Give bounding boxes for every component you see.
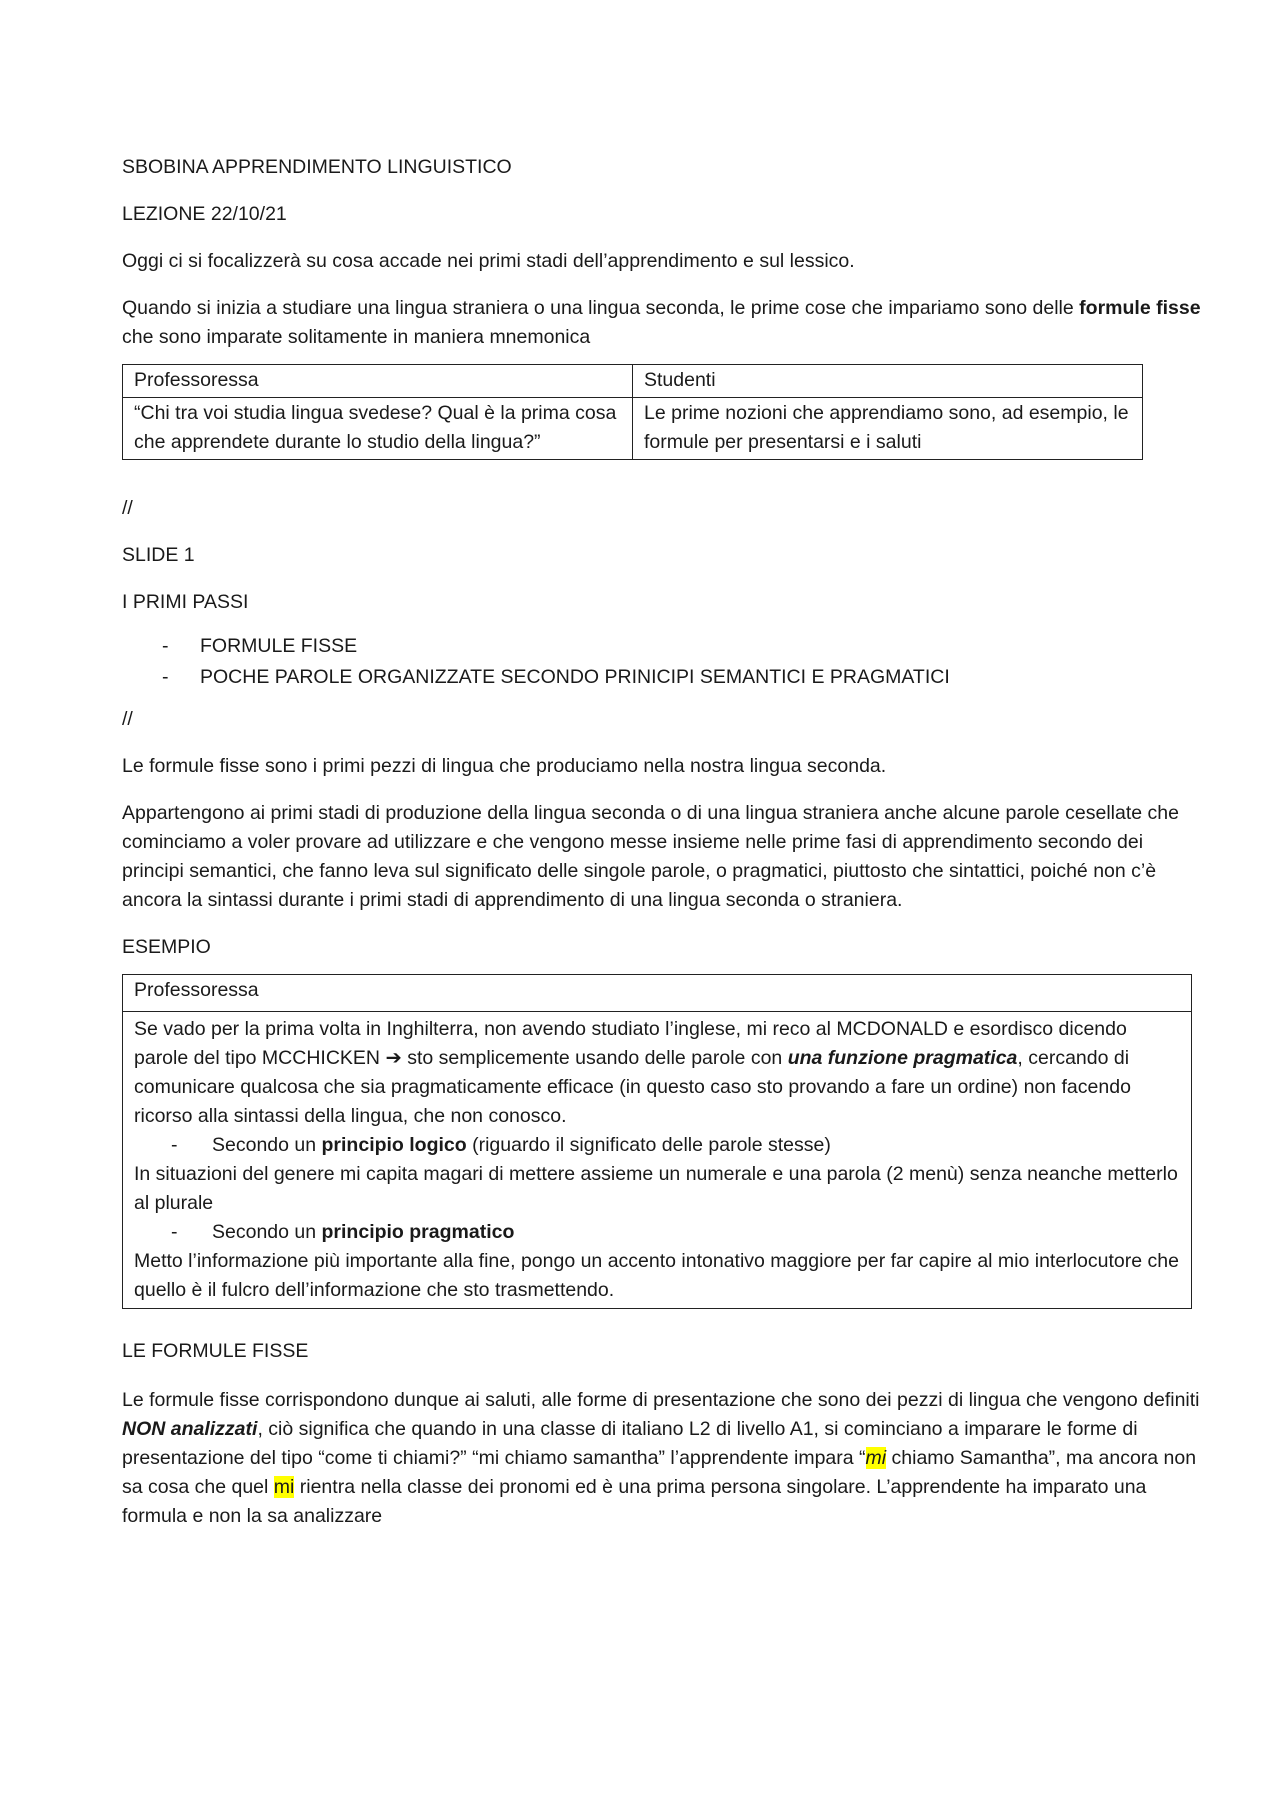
text-run: Quando si inizia a studiare una lingua straniera o una lingua seconda, le prime cose che impariamo sono delle: [122, 297, 1080, 319]
paragraph: Appartengono ai primi stadi di produzione della lingua seconda o di una lingua straniera anche alcune parole cesellate che cominciamo a voler provare ad utilizzare e che vengono messe insieme nelle prime fasi di apprendimento secondo dei principi semantici, che fanno leva sul significato delle singole parole, o pragmatici, piuttosto che sintattici, poiché non c’è ancora la sintassi durante i primi stadi di apprendimento di una lingua seconda o straniera.: [122, 802, 1179, 911]
paragraph-formule-fisse-details: [122, 1386, 1202, 1531]
bold-text: principio pragmatico: [321, 1221, 515, 1243]
highlighted-text: mi: [865, 1447, 887, 1469]
table-row: [123, 975, 1192, 1012]
text-run: , ciò significa che quando in una classe di italiano L2 di livello A1, si cominciano a imparare le forme di presentazione del tipo “come ti chiami?” “mi chiamo samantha” l’apprendente impara “: [122, 1418, 1138, 1469]
spacer: [122, 1309, 1202, 1337]
text-run: sto semplicemente usando delle parole con: [401, 1047, 788, 1069]
list-item: - POCHE PAROLE ORGANIZZATE SECONDO PRINICIPI SEMANTICI E PRAGMATICI: [122, 662, 1202, 693]
lesson-date: LEZIONE 22/10/21: [122, 203, 287, 225]
text-run: che sono imparate solitamente in maniera mnemonica: [122, 326, 591, 348]
table-header-professoressa: Professoressa: [123, 975, 1192, 1012]
arrow-icon: ➔: [385, 1047, 402, 1069]
table-cell: [123, 1012, 1192, 1309]
table-row: [123, 1012, 1192, 1309]
slide-label: SLIDE 1: [122, 544, 195, 566]
cell-list-item: [134, 1131, 1180, 1160]
intro-paragraph: Oggi ci si focalizzerà su cosa accade nei primi stadi dell’apprendimento e sul lessico.: [122, 250, 855, 272]
cell-paragraph: In situazioni del genere mi capita magari di mettere assieme un numerale e una parola (2 menù) senza neanche metterlo al plurale: [134, 1163, 1178, 1214]
separator: //: [122, 497, 133, 519]
text-run: , cercando di comunicare qualcosa che sia pragmaticamente efficace (in questo caso sto provando a fare un ordine) non facendo ricorso alla sintassi della lingua, che non conosco.: [134, 1047, 1131, 1127]
text-run: (riguardo il significato delle parole stesse): [466, 1134, 831, 1156]
bold-italic-text: una funzione pragmatica: [787, 1047, 1018, 1069]
paragraph-formule-fisse: [122, 294, 1202, 352]
slide-title: I PRIMI PASSI: [122, 591, 249, 613]
table-row: [123, 365, 1143, 398]
table-cell: “Chi tra voi studia lingua svedese? Qual è la prima cosa che apprendete durante lo studio della lingua?”: [123, 398, 633, 460]
dialogue-table: [122, 364, 1143, 460]
text-run: chiamo Samantha”, ma ancora non sa cosa che quel: [122, 1447, 1197, 1498]
text-run: Secondo un: [212, 1221, 322, 1243]
text-run: rientra nella classe dei pronomi ed è una prima persona singolare. L’apprendente ha imparato una formula e non la sa analizzare: [122, 1476, 1147, 1527]
bold-text: formule fisse: [1079, 297, 1201, 319]
section-title: LE FORMULE FISSE: [122, 1340, 309, 1362]
table-cell: Le prime nozioni che apprendiamo sono, ad esempio, le formule per presentarsi e i saluti: [633, 398, 1143, 460]
spacer: [122, 460, 1202, 494]
paragraph: Le formule fisse sono i primi pezzi di lingua che produciamo nella nostra lingua seconda.: [122, 755, 887, 777]
text-run: Se vado per la prima volta in Inghilterra, non avendo studiato l’inglese, mi reco al MCDONALD e esordisco dicendo parole del tipo MCCHICKEN: [134, 1018, 1127, 1069]
example-label: ESEMPIO: [122, 936, 211, 958]
table-header-professoressa: Professoressa: [123, 365, 633, 398]
highlighted-text: mi: [273, 1476, 295, 1498]
document-title: SBOBINA APPRENDIMENTO LINGUISTICO: [122, 156, 512, 178]
cell-paragraph: Metto l’informazione più importante alla fine, pongo un accento intonativo maggiore per far capire al mio interlocutore che quello è il fulcro dell’informazione che sto trasmettendo.: [134, 1250, 1179, 1301]
example-table: [122, 974, 1192, 1309]
cell-paragraph: [134, 1015, 1180, 1131]
page-content: [122, 153, 1202, 1549]
list-item: - FORMULE FISSE: [122, 631, 1202, 662]
table-header-studenti: Studenti: [633, 365, 1143, 398]
cell-list-item: [134, 1218, 1180, 1247]
bold-italic-text: NON analizzati: [122, 1418, 258, 1440]
table-row: [123, 398, 1143, 460]
text-run: Le formule fisse corrispondono dunque ai saluti, alle forme di presentazione che sono dei pezzi di lingua che vengono definiti: [122, 1389, 1200, 1411]
separator: //: [122, 708, 133, 730]
text-run: Secondo un: [212, 1134, 322, 1156]
slide-bullet-list: [122, 631, 1202, 693]
bold-text: principio logico: [321, 1134, 467, 1156]
